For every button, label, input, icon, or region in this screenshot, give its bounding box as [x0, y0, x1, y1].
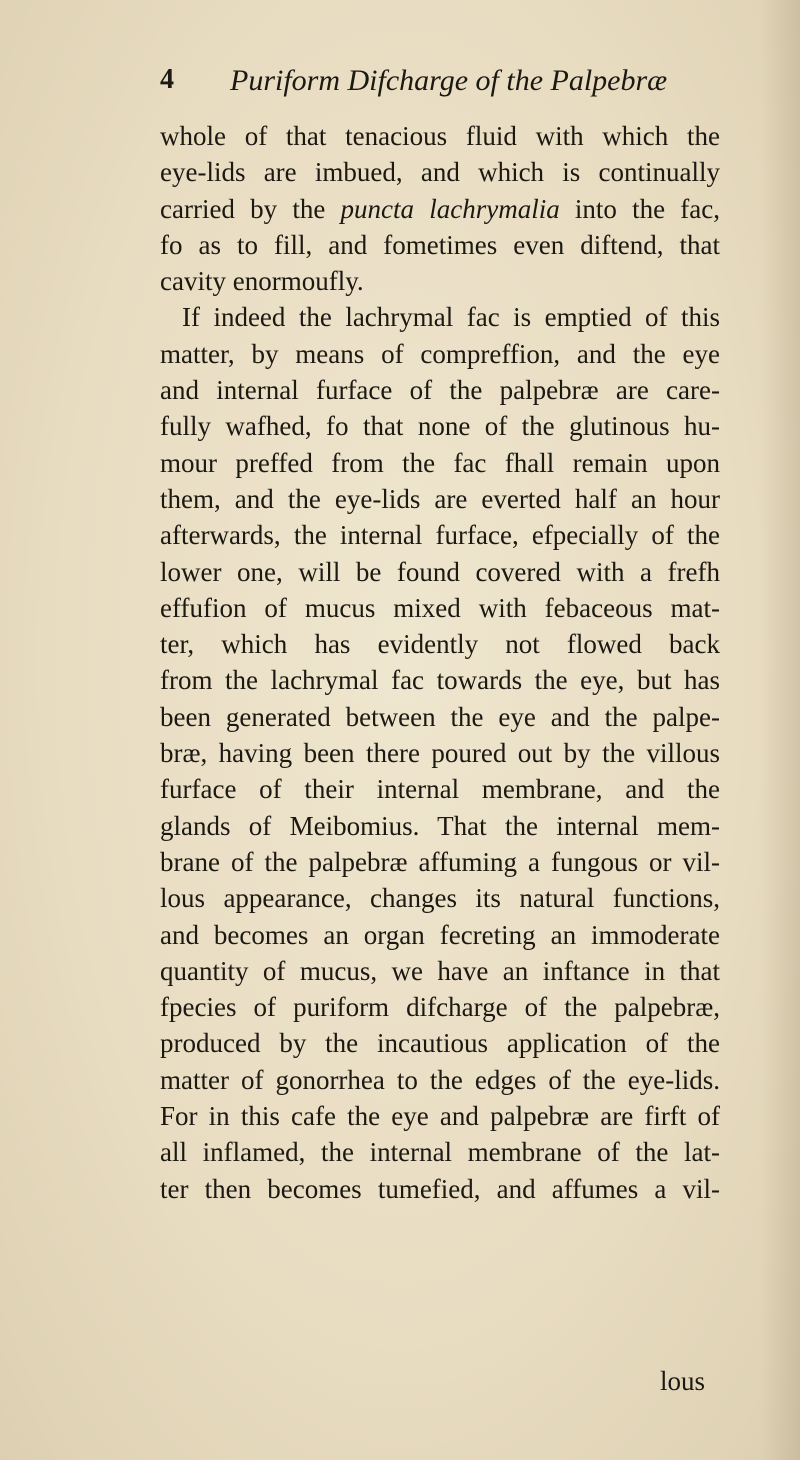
text-line-span: lous appearance, changes its natural functions, — [160, 883, 720, 914]
text-line — [160, 808, 720, 844]
text-line-span: cavity enormoufly. — [160, 266, 364, 297]
catchword: lous — [660, 1366, 706, 1396]
text-line — [160, 554, 720, 590]
text-line — [160, 735, 720, 771]
text-line-span: been generated between the eye and the palpe- — [160, 701, 720, 732]
text-line-span: effufion of mucus mixed with febaceous mat- — [160, 592, 720, 623]
text-line — [160, 445, 720, 481]
italic-phrase: puncta lachrymalia — [340, 193, 560, 224]
text-line — [160, 154, 720, 190]
text-line — [160, 953, 720, 989]
page-header — [160, 64, 720, 104]
text-line — [160, 771, 720, 807]
text-line-span: brane of the palpebræ affuming a fungous or vil- — [160, 846, 720, 877]
text-line — [160, 227, 720, 263]
text-line-span: furface of their internal membrane, and the — [160, 774, 720, 805]
page-edge-shadow — [760, 0, 800, 1460]
text-line-span: into the fac, — [559, 193, 720, 224]
text-line — [160, 1062, 720, 1098]
text-line — [160, 1098, 720, 1134]
text-line-span: quantity of mucus, we have an inftance in that — [160, 955, 720, 986]
text-line — [160, 408, 720, 444]
running-title: Puriform Difcharge of the Palpebræ — [230, 64, 668, 97]
text-line-span: matter, by means of compreffion, and the eye — [160, 338, 720, 369]
text-line-span: eye-lids are imbued, and which is continually — [160, 157, 720, 188]
text-line — [160, 662, 720, 698]
text-line — [160, 989, 720, 1025]
text-line-span: all inflamed, the internal membrane of the lat- — [160, 1137, 720, 1168]
text-line-span: fully wafhed, fo that none of the glutinous hu- — [160, 411, 720, 442]
text-line-span: mour preffed from the fac fhall remain upon — [160, 447, 720, 478]
text-line — [160, 1171, 720, 1207]
text-line — [160, 699, 720, 735]
text-line — [160, 517, 720, 553]
text-line — [160, 372, 720, 408]
text-line-span: For in this cafe the eye and palpebræ are firft of — [160, 1101, 720, 1132]
text-line — [160, 1025, 720, 1061]
text-line — [160, 299, 720, 335]
text-line — [160, 626, 720, 662]
text-line-span: them, and the eye-lids are everted half an hour — [160, 483, 720, 514]
text-line-span: carried by the — [160, 193, 341, 224]
text-line — [160, 917, 720, 953]
text-line-span: whole of that tenacious fluid with which the — [160, 121, 720, 151]
text-line — [160, 880, 720, 916]
text-line — [160, 336, 720, 372]
text-line-span: and internal furface of the palpebræ are care- — [160, 375, 720, 406]
text-line — [160, 590, 720, 626]
text-line-span: glands of Meibomius. That the internal mem- — [160, 810, 720, 841]
text-line — [160, 118, 720, 154]
text-line-span: fpecies of puriform difcharge of the palpebræ, — [160, 992, 720, 1023]
text-line-span: ter, which has evidently not flowed back — [160, 629, 720, 660]
text-line-span: and becomes an organ fecreting an immoderate — [160, 919, 720, 950]
text-line — [160, 481, 720, 517]
text-line-span: produced by the incautious application of the — [160, 1028, 720, 1059]
text-line-span: fo as to fill, and fometimes even diftend, that — [160, 229, 720, 260]
text-line — [160, 1134, 720, 1170]
text-line — [160, 844, 720, 880]
text-line-span: If indeed the lachrymal fac is emptied of this — [182, 302, 720, 333]
text-line — [160, 191, 720, 227]
body-text — [160, 118, 720, 1207]
text-line-span: lower one, will be found covered with a frefh — [160, 556, 720, 587]
text-line-span: ter then becomes tumefied, and affumes a vil- — [160, 1173, 720, 1204]
text-line-span: bræ, having been there poured out by the villous — [160, 738, 720, 769]
text-line-span: from the lachrymal fac towards the eye, but has — [160, 665, 720, 696]
text-line-span: afterwards, the internal furface, efpecially of the — [160, 520, 720, 551]
text-line — [160, 263, 720, 299]
text-line-span: matter of gonorrhea to the edges of the eye-lids. — [160, 1064, 720, 1095]
page-number: 4 — [160, 64, 174, 95]
